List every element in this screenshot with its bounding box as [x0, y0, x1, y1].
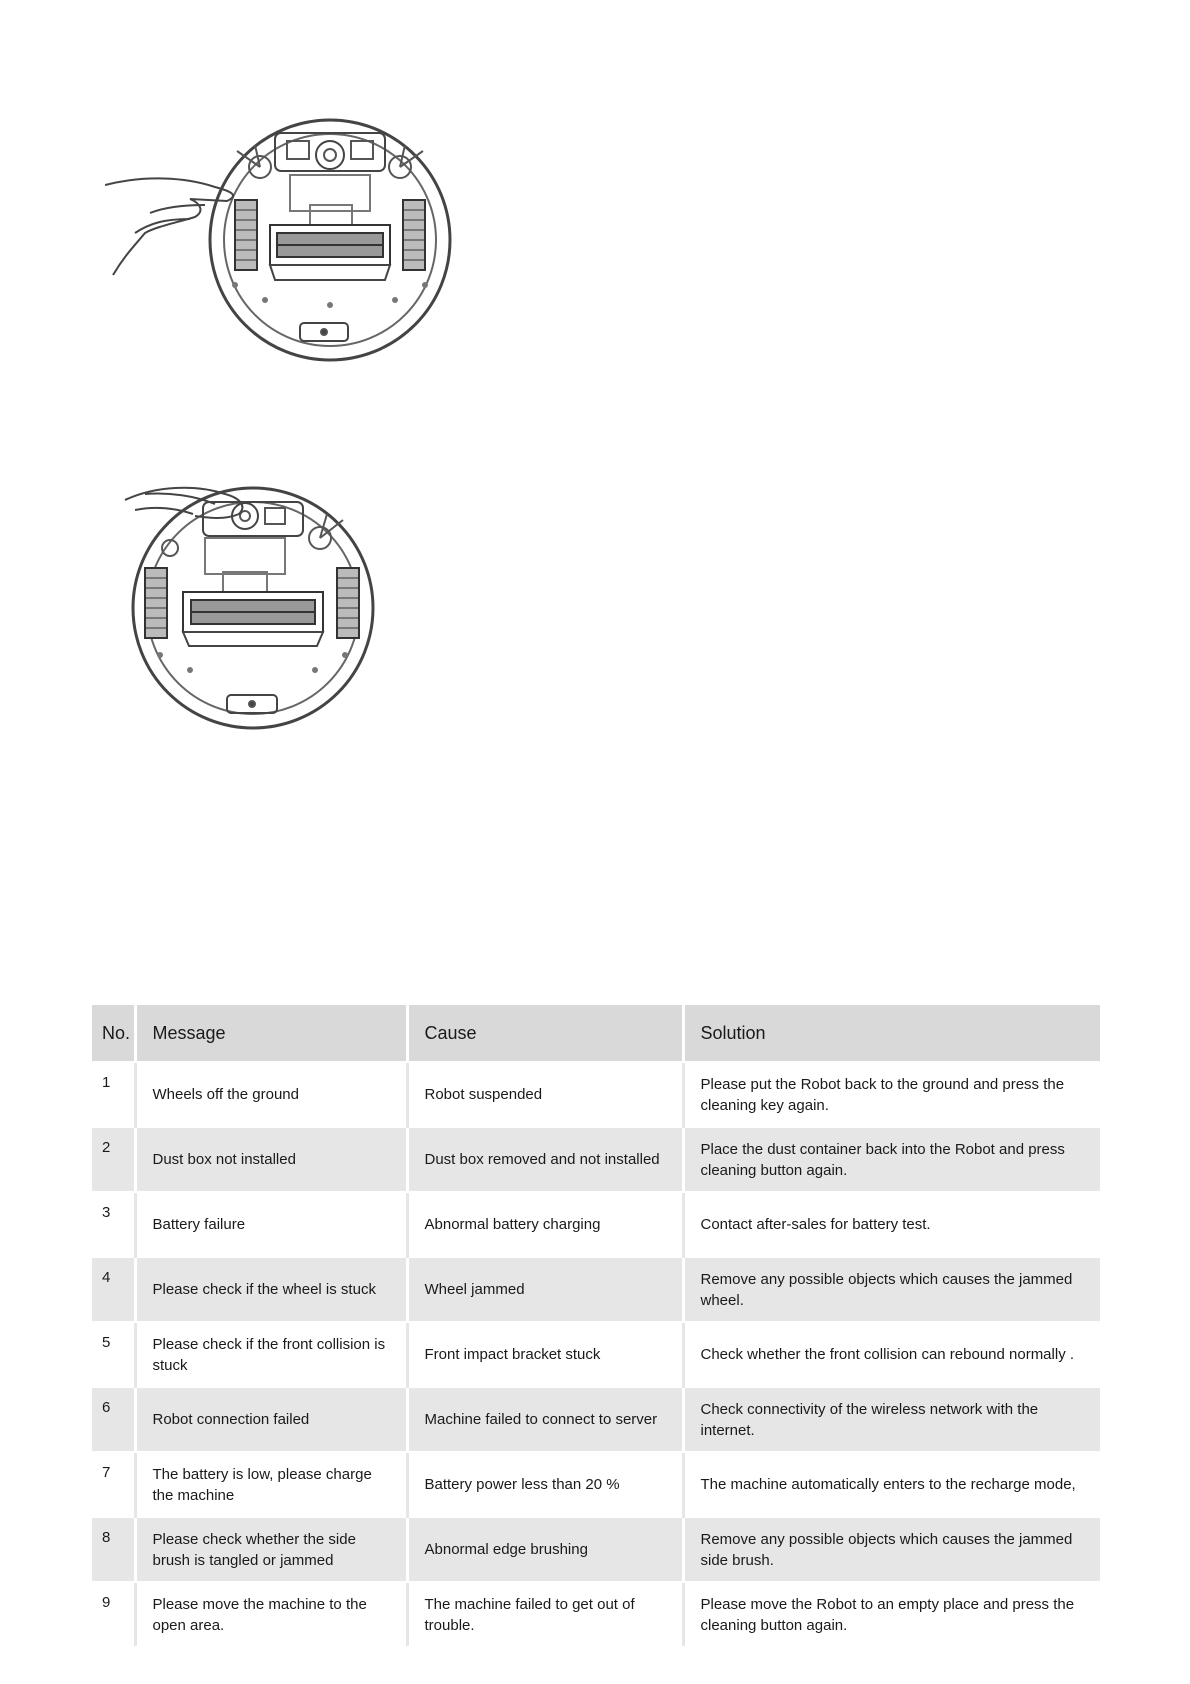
table-row [92, 1582, 1100, 1646]
row-solution: Please put the Robot back to the ground and press the cleaning key again. [683, 1062, 1100, 1127]
table-row [92, 1257, 1100, 1322]
table-row [92, 1517, 1100, 1582]
row-cause: Robot suspended [407, 1062, 683, 1127]
row-number: 9 [92, 1582, 135, 1646]
row-cause: Dust box removed and not installed [407, 1127, 683, 1192]
row-message: Dust box not installed [135, 1127, 407, 1192]
row-solution: Remove any possible objects which causes the jammed wheel. [683, 1257, 1100, 1322]
row-number: 5 [92, 1322, 135, 1387]
row-cause: Front impact bracket stuck [407, 1322, 683, 1387]
table-header-row [92, 1005, 1100, 1062]
row-number: 3 [92, 1192, 135, 1257]
row-message: Please move the machine to the open area. [135, 1582, 407, 1646]
row-solution: Contact after-sales for battery test. [683, 1192, 1100, 1257]
row-message: Battery failure [135, 1192, 407, 1257]
row-number: 8 [92, 1517, 135, 1582]
table-row [92, 1322, 1100, 1387]
robot-underside-wheel-illustration [105, 115, 460, 365]
table-row [92, 1452, 1100, 1517]
table-row [92, 1127, 1100, 1192]
row-cause: Abnormal edge brushing [407, 1517, 683, 1582]
row-cause: Battery power less than 20 % [407, 1452, 683, 1517]
header-solution: Solution [683, 1005, 1100, 1062]
row-number: 2 [92, 1127, 135, 1192]
row-cause: Abnormal battery charging [407, 1192, 683, 1257]
robot-underside-caster-illustration [115, 480, 390, 740]
row-message: Please check whether the side brush is tangled or jammed [135, 1517, 407, 1582]
error-message-table [92, 1005, 1100, 1646]
row-solution: Check connectivity of the wireless network with the internet. [683, 1387, 1100, 1452]
table-row [92, 1192, 1100, 1257]
row-solution: Please move the Robot to an empty place and press the cleaning button again. [683, 1582, 1100, 1646]
row-solution: Check whether the front collision can rebound normally . [683, 1322, 1100, 1387]
header-no: No. [92, 1005, 135, 1062]
row-solution: Remove any possible objects which causes the jammed side brush. [683, 1517, 1100, 1582]
row-message: Wheels off the ground [135, 1062, 407, 1127]
row-solution: The machine automatically enters to the recharge mode, [683, 1452, 1100, 1517]
row-message: Please check if the front collision is stuck [135, 1322, 407, 1387]
row-cause: Wheel jammed [407, 1257, 683, 1322]
row-number: 7 [92, 1452, 135, 1517]
row-cause: The machine failed to get out of trouble. [407, 1582, 683, 1646]
header-cause: Cause [407, 1005, 683, 1062]
row-number: 4 [92, 1257, 135, 1322]
row-cause: Machine failed to connect to server [407, 1387, 683, 1452]
row-number: 6 [92, 1387, 135, 1452]
row-solution: Place the dust container back into the Robot and press cleaning button again. [683, 1127, 1100, 1192]
row-message: Please check if the wheel is stuck [135, 1257, 407, 1322]
row-number: 1 [92, 1062, 135, 1127]
header-message: Message [135, 1005, 407, 1062]
row-message: Robot connection failed [135, 1387, 407, 1452]
table-row [92, 1062, 1100, 1127]
row-message: The battery is low, please charge the machine [135, 1452, 407, 1517]
table-row [92, 1387, 1100, 1452]
